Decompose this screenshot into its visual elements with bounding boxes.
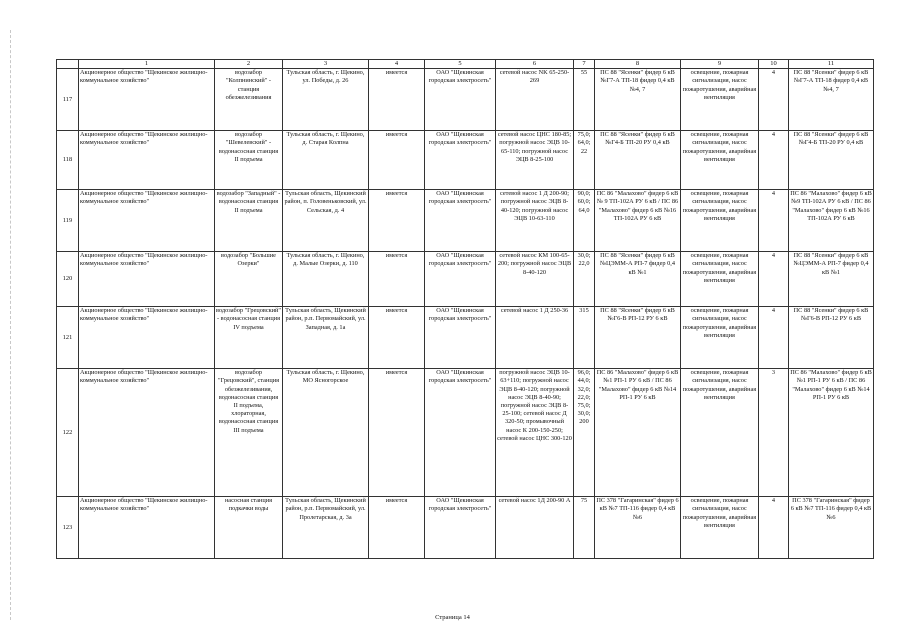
status-cell: имеется	[369, 69, 425, 131]
systems-cell: освещение, пожарная сигнализация, насос пожаротушения, аварийная вентиляция	[681, 190, 759, 252]
object-cell: насосная станция подкачки воды	[215, 497, 283, 559]
address-cell: Тульская область, Щекинский район, р.п. Первомайский, ул. Пролетарская, д. 3а	[283, 497, 369, 559]
status-cell: имеется	[369, 497, 425, 559]
row-number: 118	[57, 131, 79, 190]
connection-points-cell: ПС 88 "Ясенки" фидер 6 кВ №Г7-А ТП-18 фидер 0,4 кВ №4, 7	[789, 69, 874, 131]
status-cell: имеется	[369, 369, 425, 497]
header-cell: 11	[789, 60, 874, 69]
header-cell: 2	[215, 60, 283, 69]
object-cell: водозабор "Западный" - водонасосная станция II подъема	[215, 190, 283, 252]
supplier-cell: ОАО "Щекинская городская электросеть"	[425, 190, 496, 252]
row-number: 120	[57, 252, 79, 307]
row-number: 119	[57, 190, 79, 252]
status-cell: имеется	[369, 190, 425, 252]
table-row	[57, 252, 874, 307]
address-cell: Тульская область, Щекинский район, п. Головеньковский, ул. Сельская, д. 4	[283, 190, 369, 252]
row-number: 123	[57, 497, 79, 559]
header-cell: 8	[595, 60, 681, 69]
systems-cell: освещение, пожарная сигнализация, насос пожаротушения, аварийная вентиляция	[681, 369, 759, 497]
equipment-cell: сетевой насос NK 65-250-269	[496, 69, 574, 131]
equipment-cell: сетевой насос 1 Д 250-36	[496, 307, 574, 369]
header-cell: 6	[496, 60, 574, 69]
category-cell: 3	[759, 369, 789, 497]
table-row	[57, 190, 874, 252]
supplier-cell: ОАО "Щекинская городская электросеть"	[425, 307, 496, 369]
table-row	[57, 131, 874, 190]
supplier-cell: ОАО "Щекинская городская электросеть"	[425, 252, 496, 307]
connection-points-cell: ПС 86 "Малахово" фидер 6 кВ №9 ТП-102А РУ 6 кВ / ПС 86 "Малахово" фидер 6 кВ №16 ТП-102А РУ 6 кВ	[789, 190, 874, 252]
systems-cell: освещение, пожарная сигнализация, насос пожаротушения, аварийная вентиляция	[681, 131, 759, 190]
systems-cell: освещение, пожарная сигнализация, насос пожаротушения, аварийная вентиляция	[681, 497, 759, 559]
supplier-cell: ОАО "Щекинская городская электросеть"	[425, 369, 496, 497]
feed-cell: ПС 88 "Ясенки" фидер 6 кВ №Г4-Б ТП-20 РУ 0,4 кВ	[595, 131, 681, 190]
organization-cell: Акционерное общество "Щекинское жилищно-коммунальное хозяйство"	[79, 69, 215, 131]
category-cell: 4	[759, 131, 789, 190]
systems-cell: освещение, пожарная сигнализация, насос пожаротушения, аварийная вентиляция	[681, 252, 759, 307]
systems-cell: освещение, пожарная сигнализация, насос пожаротушения, аварийная вентиляция	[681, 69, 759, 131]
header-cell: 1	[79, 60, 215, 69]
header-cell: 7	[574, 60, 595, 69]
feed-cell: ПС 378 "Гагаринская" фидер 6 кВ №7 ТП-116 фидер 0,4 кВ №6	[595, 497, 681, 559]
power-cell: 96,0; 44,0; 32,0; 22,0; 75,0; 30,0; 200	[574, 369, 595, 497]
category-cell: 4	[759, 190, 789, 252]
power-cell: 90,0; 60,0; 64,0	[574, 190, 595, 252]
feed-cell: ПС 86 "Малахово" фидер 6 кВ № 9 ТП-102А РУ 6 кВ / ПС 86 "Малахово" фидер 6 кВ №16 ТП-102А РУ 6 кВ	[595, 190, 681, 252]
register-table	[56, 59, 874, 559]
table-row	[57, 497, 874, 559]
connection-points-cell: ПС 86 "Малахово" фидер 6 кВ №1 РП-1 РУ 6 кВ / ПС 86 "Малахово" фидер 6 кВ №14 РП-1 РУ 6 кВ	[789, 369, 874, 497]
systems-cell: освещение, пожарная сигнализация, насос пожаротушения, аварийная вентиляция	[681, 307, 759, 369]
category-cell: 4	[759, 69, 789, 131]
address-cell: Тульская область, г. Щекино, д. Старая Колпна	[283, 131, 369, 190]
address-cell: Тульская область, Щекинский район, р.п. Первомайский, ул. Западная, д. 1а	[283, 307, 369, 369]
object-cell: водозабор "Большие Озерки"	[215, 252, 283, 307]
power-cell: 55	[574, 69, 595, 131]
power-cell: 30,0; 22,0	[574, 252, 595, 307]
equipment-cell: сетевой насос КМ 100-65-200; погружной насос ЭЦВ 8-40-120	[496, 252, 574, 307]
header-row	[57, 60, 874, 69]
feed-cell: ПС 88 "Ясенки" фидер 6 кВ №ЦЭММ-А РП-7 фидер 0,4 кВ №1	[595, 252, 681, 307]
organization-cell: Акционерное общество "Щекинское жилищно-коммунальное хозяйство"	[79, 307, 215, 369]
equipment-cell: сетевой насос ЦНС 180-85; погружной насос ЭЦВ 10-65-110; погружной насос ЭЦВ 8-25-100	[496, 131, 574, 190]
address-cell: Тульская область, г. Щекино, ул. Победы, д. 26	[283, 69, 369, 131]
table-row	[57, 69, 874, 131]
address-cell: Тульская область, г. Щекино, МО Ясногорское	[283, 369, 369, 497]
header-cell: 3	[283, 60, 369, 69]
feed-cell: ПС 86 "Малахово" фидер 6 кВ №1 РП-1 РУ 6 кВ / ПС 86 "Малахово" фидер 6 кВ №14 РП-1 РУ 6 кВ	[595, 369, 681, 497]
header-cell: 5	[425, 60, 496, 69]
equipment-cell: сетевой насос 1Д 200-90 А	[496, 497, 574, 559]
header-cell: 4	[369, 60, 425, 69]
status-cell: имеется	[369, 307, 425, 369]
equipment-cell: сетевой насос 1 Д 200-90; погружной насос ЭЦВ 8-40-120; погружной насос ЭЦВ 10-63-110	[496, 190, 574, 252]
power-cell: 315	[574, 307, 595, 369]
organization-cell: Акционерное общество "Щекинское жилищно-коммунальное хозяйство"	[79, 190, 215, 252]
header-cell-blank	[57, 60, 79, 69]
object-cell: водозабор "Колпнинский" - станция обезжелезивания	[215, 69, 283, 131]
row-number: 117	[57, 69, 79, 131]
connection-points-cell: ПС 88 "Ясенки" фидер 6 кВ №ЦЭММ-А РП-7 фидер 0,4 кВ №1	[789, 252, 874, 307]
binding-margin	[10, 30, 15, 620]
connection-points-cell: ПС 378 "Гагаринская" фидер 6 кВ №7 ТП-116 фидер 0,4 кВ №6	[789, 497, 874, 559]
header-cell: 9	[681, 60, 759, 69]
page-number: Страница 14	[435, 614, 470, 621]
feed-cell: ПС 88 "Ясенки" фидер 6 кВ №Г6-В РП-12 РУ 6 кВ	[595, 307, 681, 369]
supplier-cell: ОАО "Щекинская городская электросеть"	[425, 497, 496, 559]
category-cell: 4	[759, 497, 789, 559]
power-cell: 75	[574, 497, 595, 559]
status-cell: имеется	[369, 131, 425, 190]
supplier-cell: ОАО "Щекинская городская электросеть"	[425, 69, 496, 131]
row-number: 122	[57, 369, 79, 497]
address-cell: Тульская область, г. Щекино, д. Малые Озерки, д. 110	[283, 252, 369, 307]
organization-cell: Акционерное общество "Щекинское жилищно-коммунальное хозяйство"	[79, 131, 215, 190]
status-cell: имеется	[369, 252, 425, 307]
feed-cell: ПС 88 "Ясенки" фидер 6 кВ №Г7-А ТП-18 фидер 0,4 кВ №4, 7	[595, 69, 681, 131]
connection-points-cell: ПС 88 "Ясенки" фидер 6 кВ №Г6-В РП-12 РУ 6 кВ	[789, 307, 874, 369]
object-cell: водозабор "Шевелевский" - водонасосная станция II подъема	[215, 131, 283, 190]
organization-cell: Акционерное общество "Щекинское жилищно-коммунальное хозяйство"	[79, 252, 215, 307]
table-row	[57, 307, 874, 369]
object-cell: водозабор "Грецовский" - водонасосная станция IV подъема	[215, 307, 283, 369]
organization-cell: Акционерное общество "Щекинское жилищно-коммунальное хозяйство"	[79, 497, 215, 559]
category-cell: 4	[759, 307, 789, 369]
object-cell: водозабор "Грецовский", станция обезжелезивания, водонасосная станция II подъема, хлораторная, водонасосная станция III подъема	[215, 369, 283, 497]
organization-cell: Акционерное общество "Щекинское жилищно-коммунальное хозяйство"	[79, 369, 215, 497]
header-cell: 10	[759, 60, 789, 69]
power-cell: 75,0; 64,0; 22	[574, 131, 595, 190]
equipment-cell: погружной насос ЭЦВ 10-63+110; погружной насос ЭЦВ 8-40-120; погружной насос ЭЦВ 8-40-90; погружной насос ЭЦВ 8-25-100; сетевой насос Д 320-50; промывочный насос К 200-150-250; сетевой насос ЦНС 300-120	[496, 369, 574, 497]
category-cell: 4	[759, 252, 789, 307]
row-number: 121	[57, 307, 79, 369]
table-row	[57, 369, 874, 497]
supplier-cell: ОАО "Щекинская городская электросеть"	[425, 131, 496, 190]
connection-points-cell: ПС 88 "Ясенки" фидер 6 кВ №Г4-Б ТП-20 РУ 0,4 кВ	[789, 131, 874, 190]
